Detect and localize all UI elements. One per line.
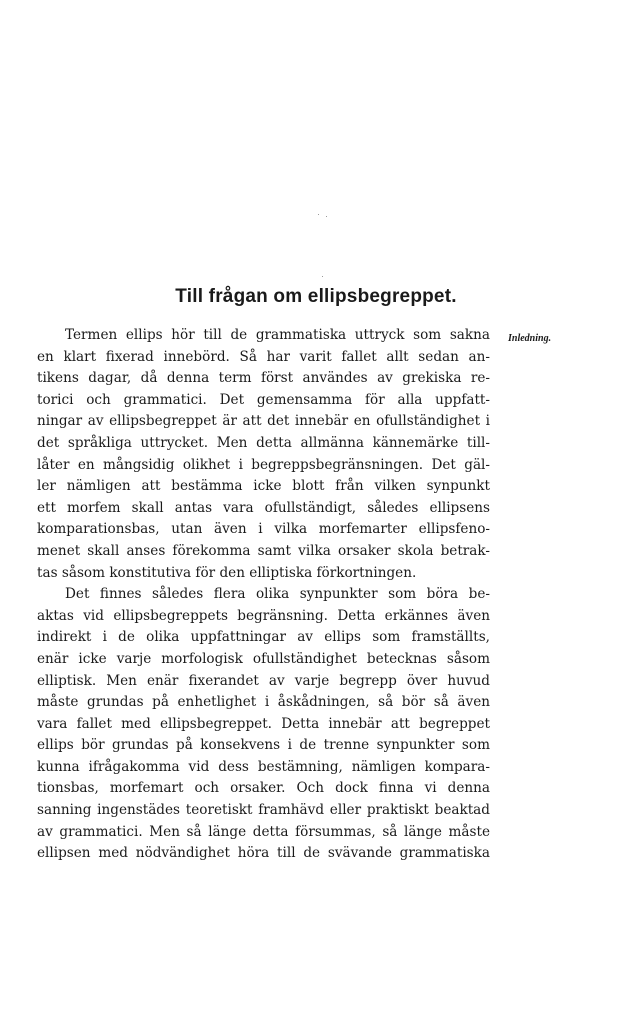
body-text xyxy=(37,325,490,865)
text-line: av grammatici. Men så länge detta försummas, så länge måste xyxy=(37,823,490,840)
text-line: tas såsom konstitutiva för den elliptiska förkortningen. xyxy=(37,564,417,581)
text-line: ett morfem skall antas vara ofullständigt, således ellipsens xyxy=(37,499,490,516)
text-line: aktas vid ellipsbegreppets begränsning. Detta erkännes även xyxy=(37,607,490,624)
text-line: sanning ingenstädes teoretiskt framhävd eller praktiskt beaktad xyxy=(37,802,490,819)
text-line: torici och grammatici. Det gemensamma för alla uppfatt- xyxy=(37,391,490,408)
text-line: Termen ellips hör till de grammatiska uttryck som sakna xyxy=(65,327,490,343)
text-line: indirekt i de olika uppfattningar av ellips som framställts, xyxy=(37,629,490,646)
text-line: vara fallet med ellipsbegreppet. Detta innebär att begreppet xyxy=(37,715,490,732)
text-line: tikens dagar, då denna term först användes av grekiska re- xyxy=(37,370,490,387)
text-line: låter en mångsidig olikhet i begreppsbegränsningen. Det gäl- xyxy=(37,456,490,473)
text-line: ellipsen med nödvändighet höra till de svävande grammatiska xyxy=(37,845,490,862)
text-line: ellips bör grundas på konsekvens i de trenne synpunkter som xyxy=(37,737,490,754)
text-line: ningar av ellipsbegreppet är att det innebär en ofullständighet i xyxy=(37,413,490,430)
text-line: ler nämligen att bestämma icke blott från vilken synpunkt xyxy=(37,478,490,495)
text-line: det språkliga uttrycket. Men detta allmänna kännemärke till- xyxy=(37,434,490,451)
text-line: komparationsbas, utan även i vilka morfemarter ellipsfeno- xyxy=(37,521,490,538)
text-line: menet skall anses förekomma samt vilka orsaker skola betrak- xyxy=(37,542,490,559)
scan-speck xyxy=(318,214,319,215)
margin-note: Inledning. xyxy=(508,333,552,344)
scan-speck xyxy=(326,216,327,217)
text-line: tionsbas, morfemart och orsaker. Och dock finna vi denna xyxy=(37,780,490,797)
page-title: Till frågan om ellipsbegreppet. xyxy=(175,286,457,307)
text-line: en klart fixerad innebörd. Så har varit fallet allt sedan an- xyxy=(37,348,490,365)
text-line: Det finnes således flera olika synpunkter som böra be- xyxy=(65,586,490,603)
text-line: kunna ifrågakomma vid dess bestämning, nämligen kompara- xyxy=(37,758,490,775)
text-line: måste grundas på enhetlighet i åskådningen, så bör så även xyxy=(37,694,490,711)
text-line: elliptisk. Men enär fixerandet av varje begrepp över huvud xyxy=(37,672,490,689)
text-line: enär icke varje morfologisk ofullständighet betecknas såsom xyxy=(37,650,490,667)
scan-speck xyxy=(322,276,323,277)
